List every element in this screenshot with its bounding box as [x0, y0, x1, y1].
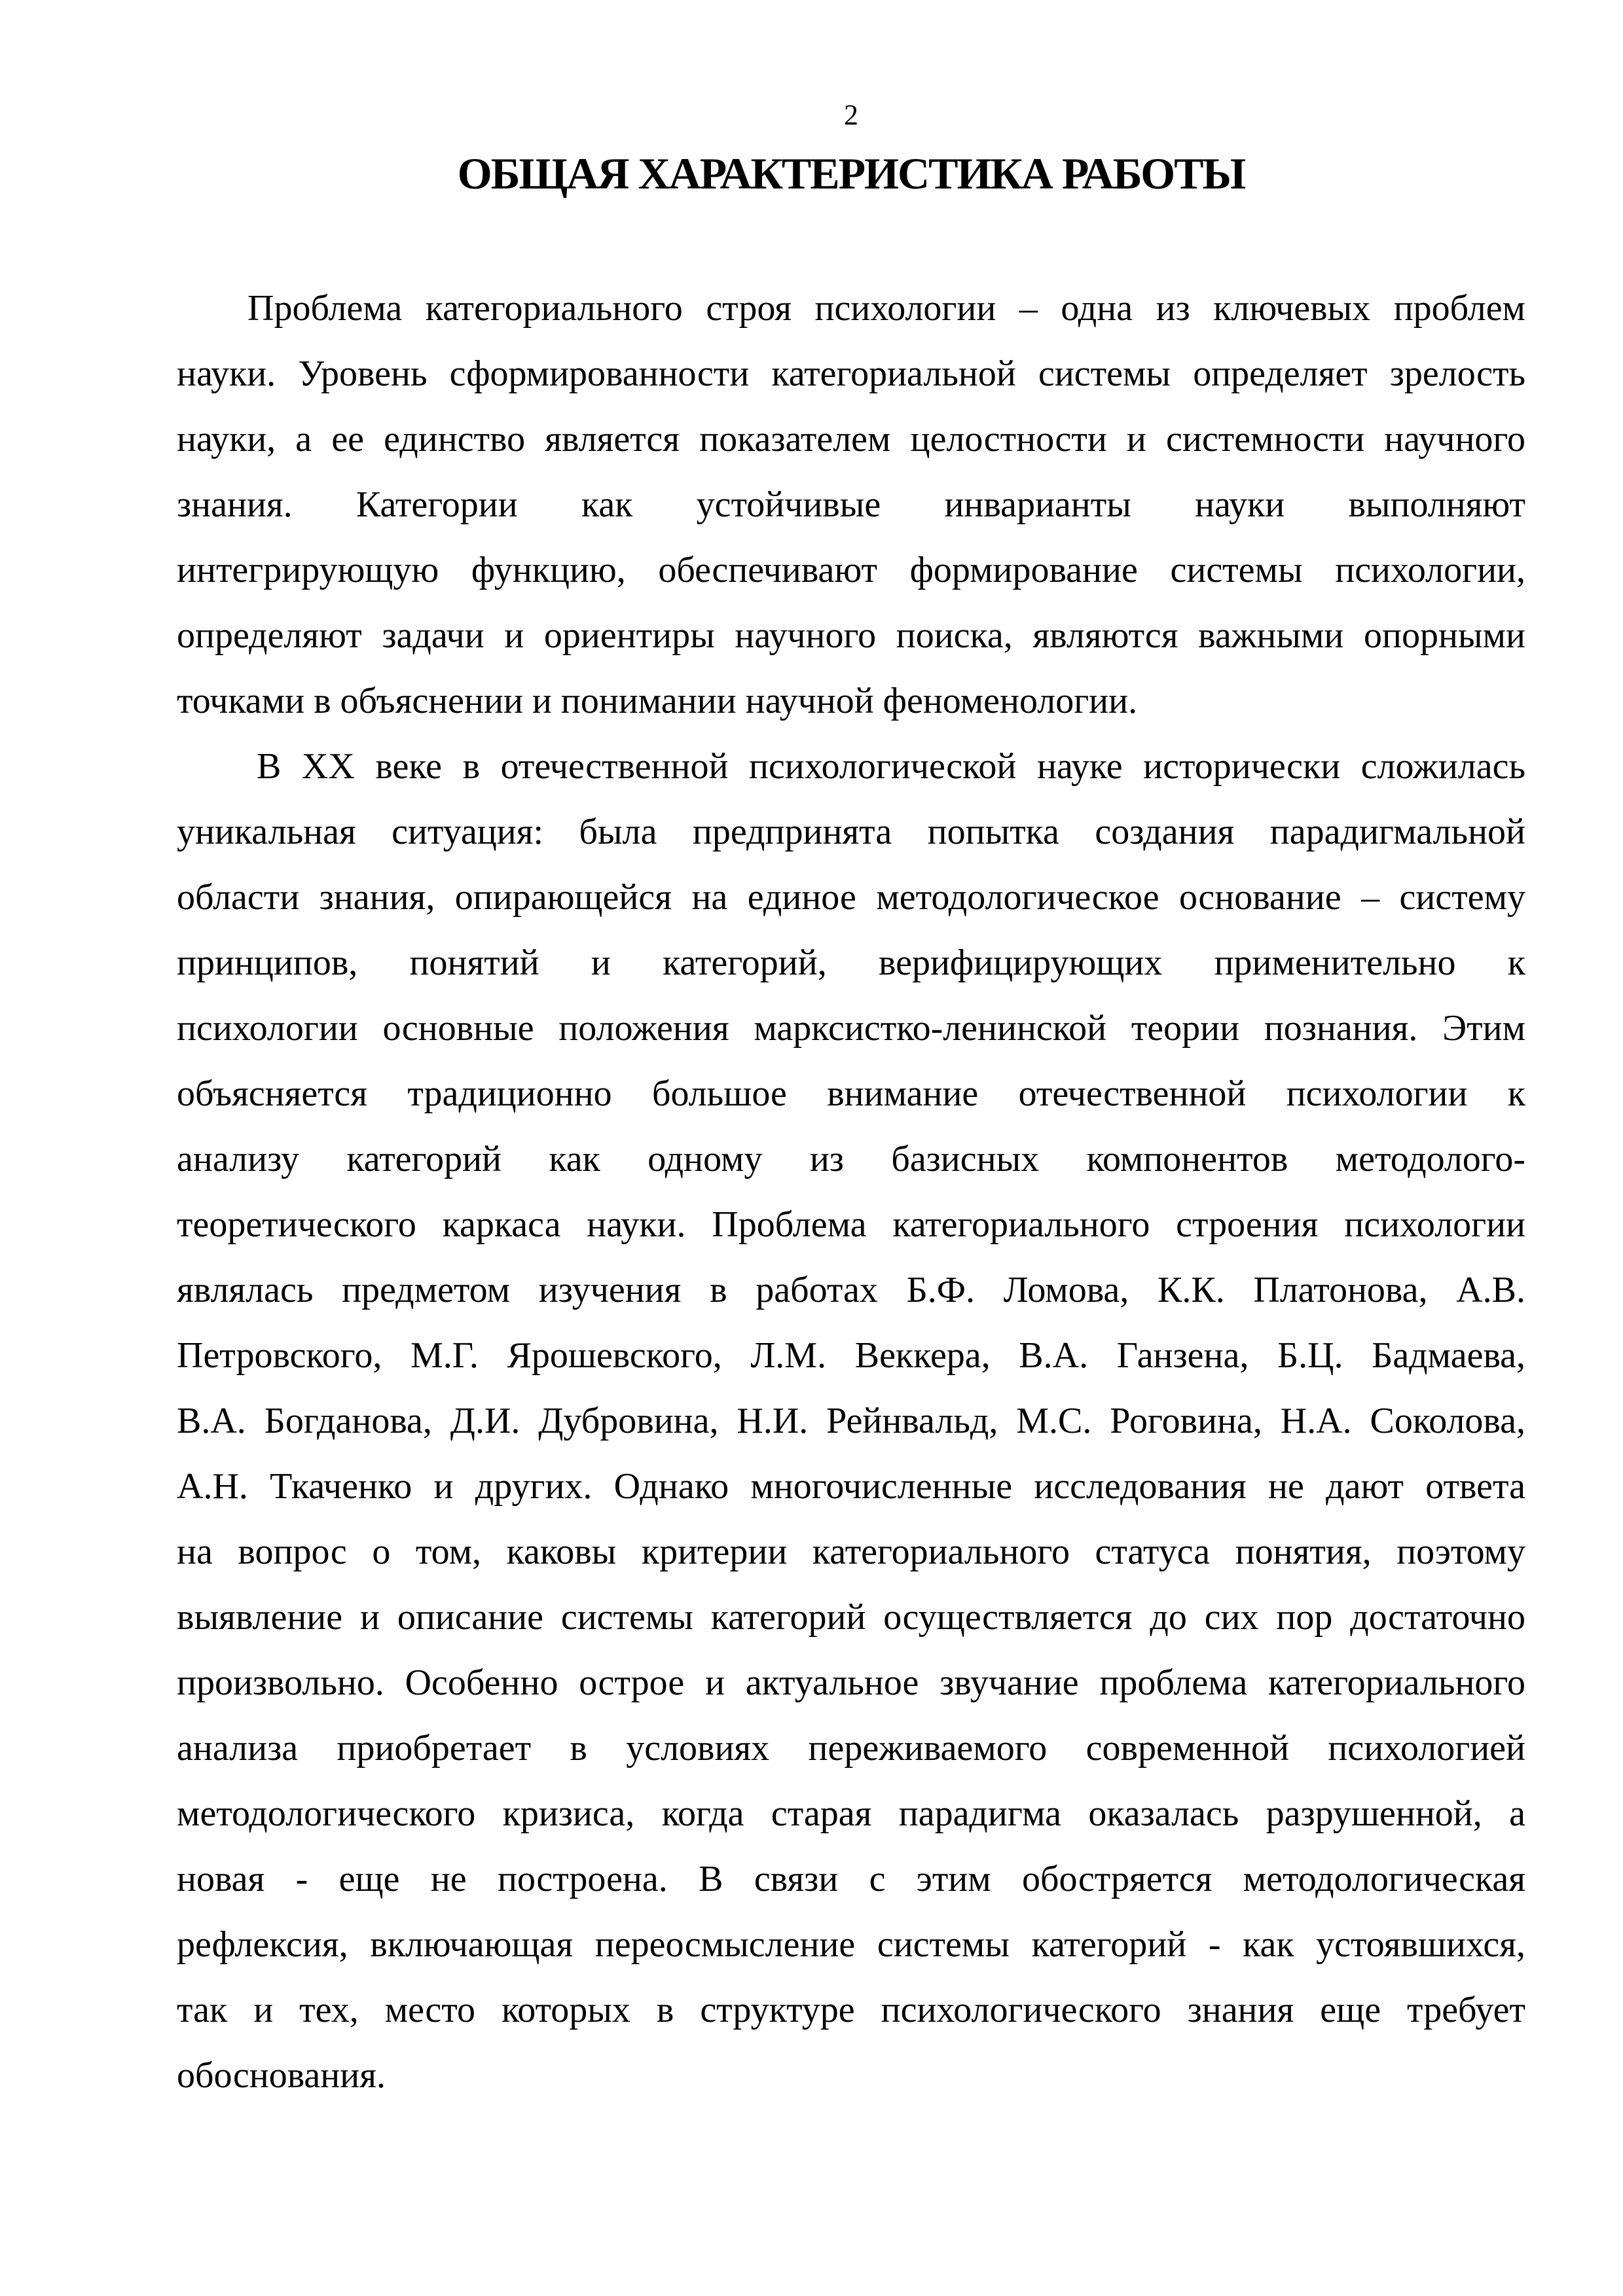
- text-line: точками в объяснении и понимании научной феноменологии.: [177, 681, 1138, 721]
- text-line: А.Н. Ткаченко и других. Однако многочисленные исследования не дают ответа: [177, 1466, 1525, 1507]
- text-line: объясняется традиционно большое внимание отечественной психологии к: [177, 1073, 1525, 1114]
- text-line: являлась предметом изучения в работах Б.Ф. Ломова, К.К. Платонова, А.В.: [177, 1270, 1525, 1310]
- text-line: науки, а ее единство является показателем целостности и системности научного: [177, 419, 1525, 459]
- page-title: ОБЩАЯ ХАРАКТЕРИСТИКА РАБОТЫ: [457, 149, 1245, 198]
- text-line: знания. Категории как устойчивые инварианты науки выполняют: [177, 484, 1525, 525]
- text-line: новая - еще не построена. В связи с этим обостряется методологическая: [177, 1859, 1525, 1899]
- text-line: науки. Уровень сформированности категориальной системы определяет зрелость: [177, 353, 1525, 394]
- text-line: Петровского, М.Г. Ярошевского, Л.М. Веккера, В.А. Ганзена, Б.Ц. Бадмаева,: [177, 1335, 1525, 1376]
- text-line: психологии основные положения марксистко-ленинской теории познания. Этим: [177, 1008, 1525, 1049]
- text-line: определяют задачи и ориентиры научного поиска, являются важными опорными: [177, 615, 1525, 656]
- text-line: В XX веке в отечественной психологической науке исторически сложилась: [257, 746, 1525, 787]
- text-line: так и тех, место которых в структуре психологического знания еще требует: [177, 1990, 1525, 2030]
- text-line: на вопрос о том, каковы критерии категориального статуса понятия, поэтому: [177, 1532, 1525, 1572]
- text-line: выявление и описание системы категорий осуществляется до сих пор достаточно: [177, 1597, 1525, 1638]
- text-line: области знания, опирающейся на единое методологическое основание – систему: [177, 877, 1525, 918]
- text-line: рефлексия, включающая переосмысление системы категорий - как устоявшихся,: [177, 1924, 1525, 1965]
- text-line: принципов, понятий и категорий, верифицирующих применительно к: [177, 942, 1525, 983]
- text-line: теоретического каркаса науки. Проблема категориального строения психологии: [177, 1204, 1525, 1245]
- text-line: анализу категорий как одному из базисных компонентов методолого-: [177, 1139, 1525, 1179]
- body-text: [177, 276, 1525, 2108]
- text-line: анализа приобретает в условиях переживаемого современной психологией: [177, 1728, 1525, 1768]
- text-line: произвольно. Особенно острое и актуальное звучание проблема категориального: [177, 1662, 1525, 1703]
- text-line: уникальная ситуация: была предпринята попытка создания парадигмальной: [177, 812, 1525, 852]
- page-number: 2: [844, 99, 858, 131]
- text-line: методологического кризиса, когда старая парадигма оказалась разрушенной, а: [177, 1793, 1525, 1834]
- text-line: обоснования.: [177, 2055, 386, 2096]
- text-line: В.А. Богданова, Д.И. Дубровина, Н.И. Рейнвальд, М.С. Роговина, Н.А. Соколова,: [177, 1401, 1525, 1441]
- text-line: интегрирующую функцию, обеспечивают формирование системы психологии,: [177, 550, 1525, 590]
- text-line: Проблема категориального строя психологии – одна из ключевых проблем: [247, 288, 1525, 329]
